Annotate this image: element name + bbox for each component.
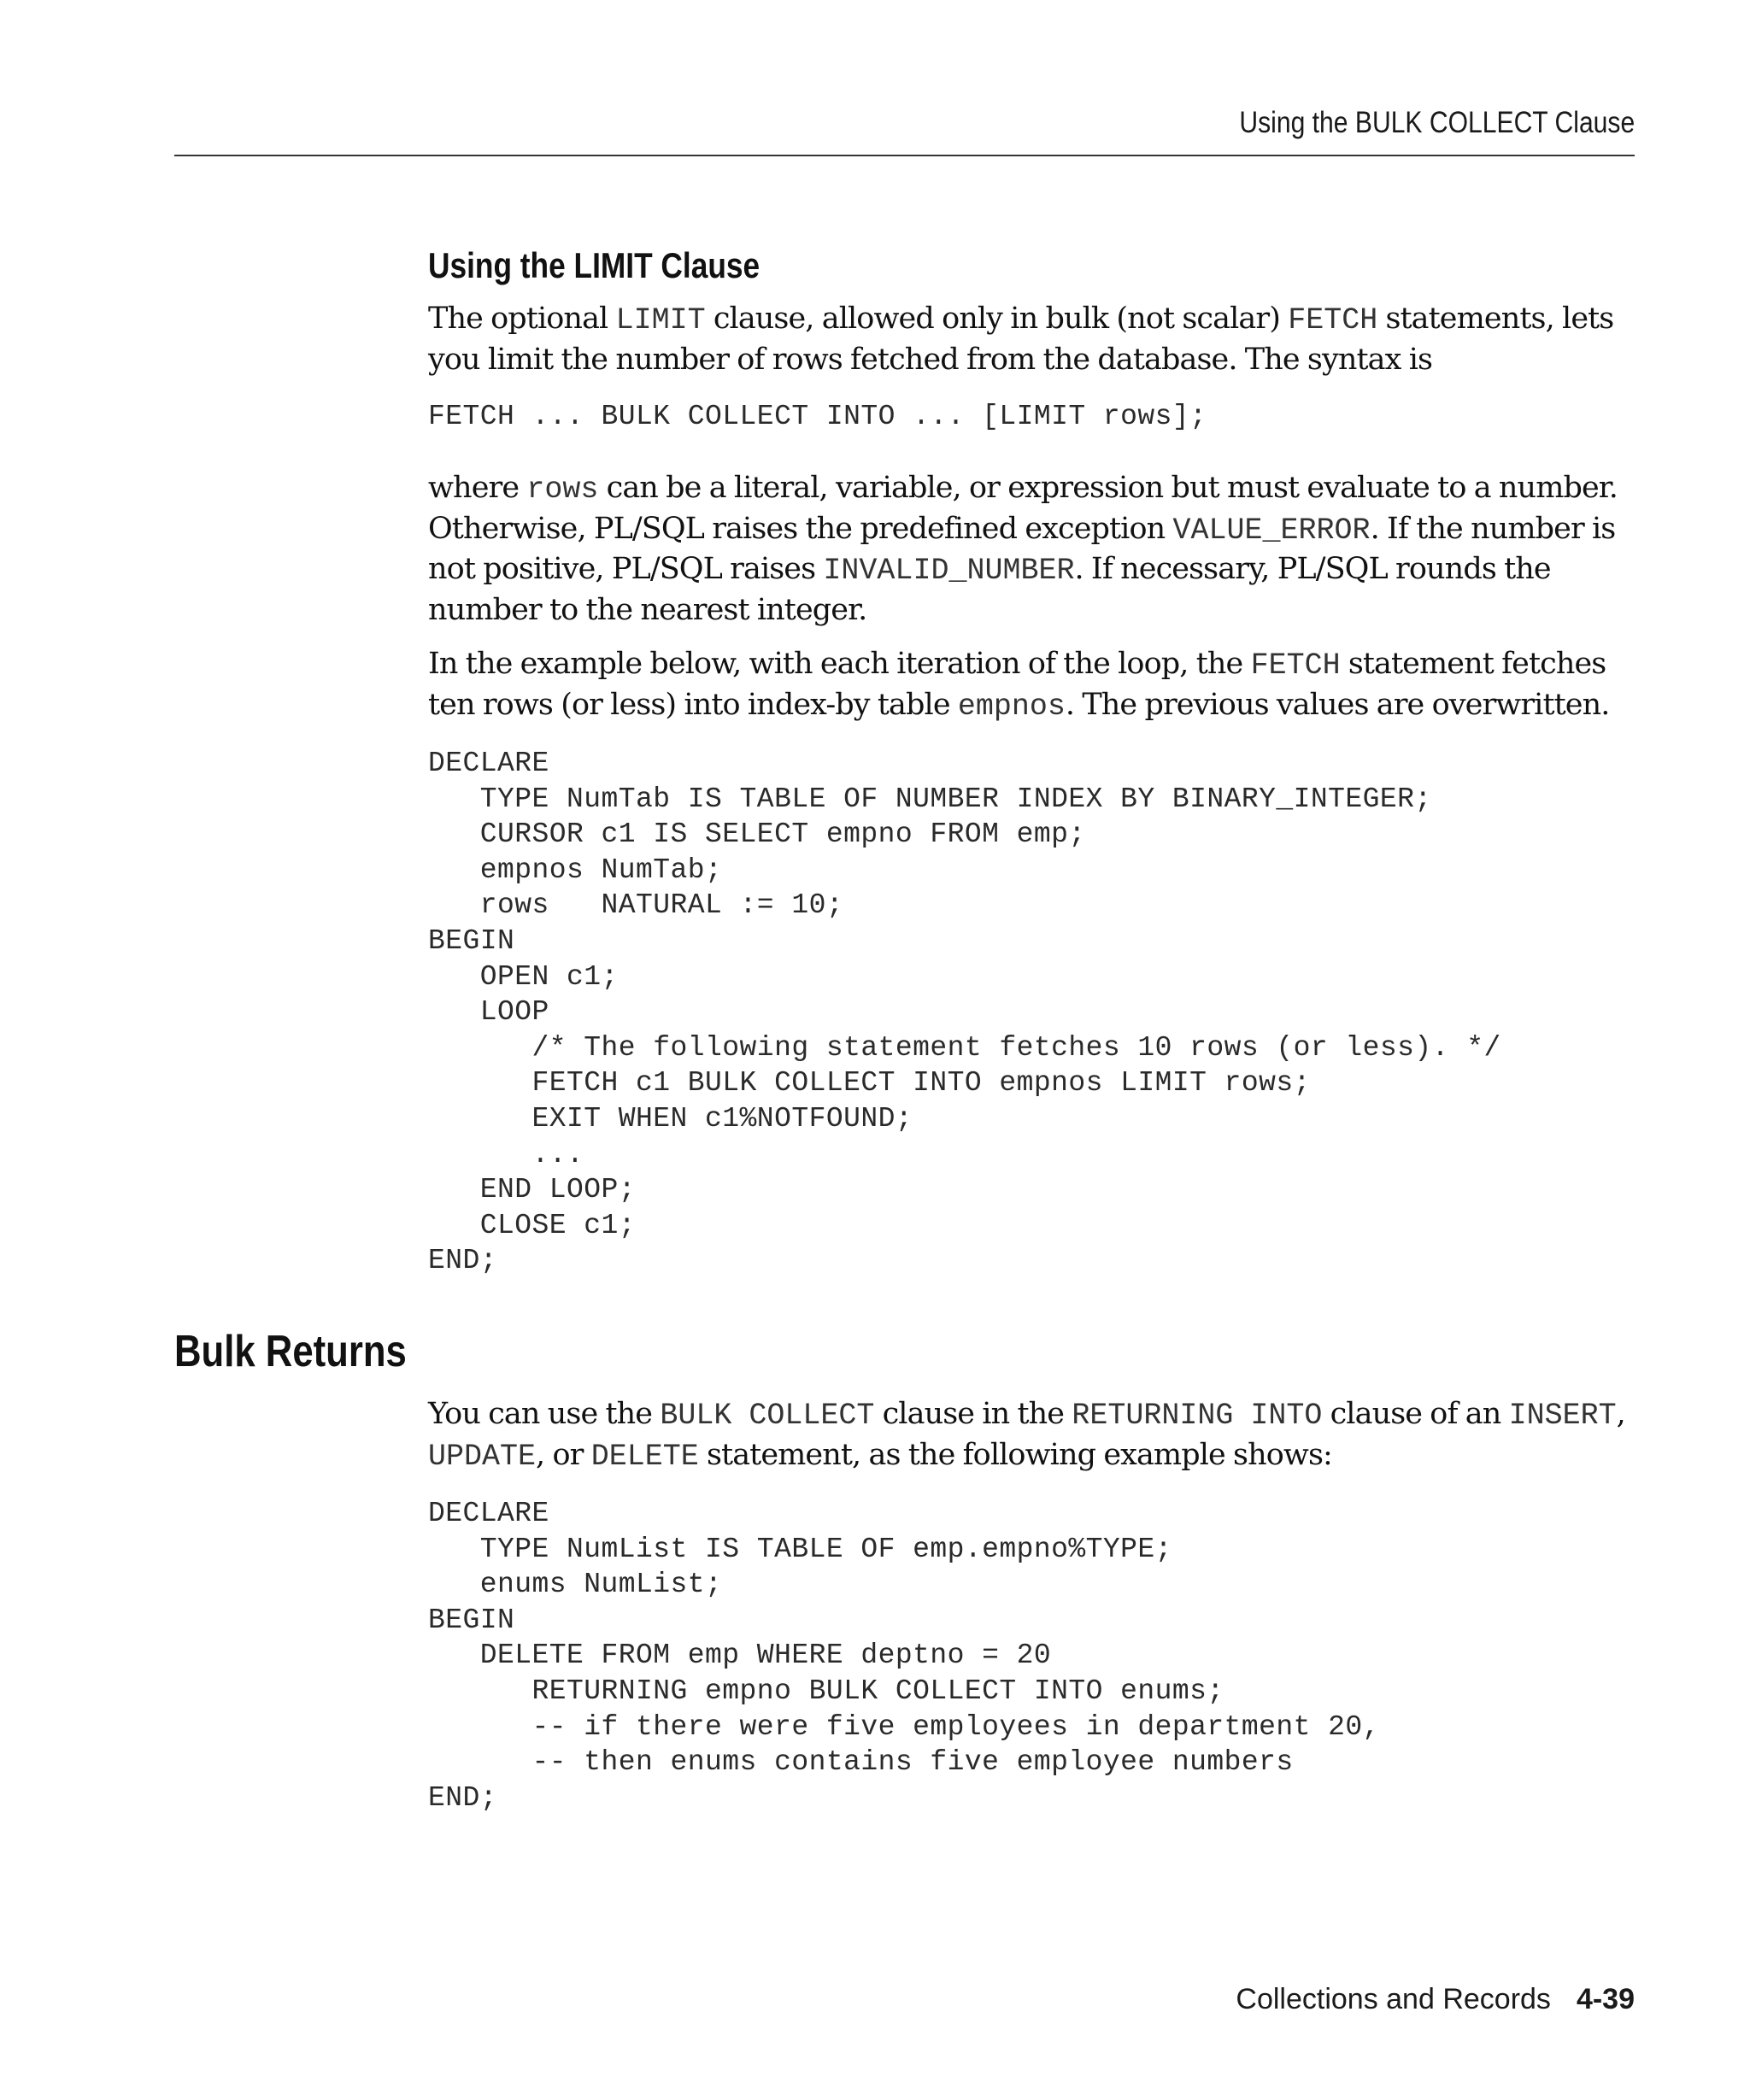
inline-code: empnos — [957, 689, 1066, 724]
inline-code: UPDATE — [428, 1439, 537, 1474]
inline-code: BULK COLLECT — [660, 1399, 875, 1433]
text-run: . If necessary, PL/SQL rounds the number to the nearest integer. — [428, 552, 1551, 627]
text-run: statements, lets you limit the number of rows fetched from the database. The syntax is — [428, 302, 1614, 377]
text-run: , — [1616, 1397, 1625, 1431]
inline-code: VALUE_ERROR — [1172, 513, 1371, 548]
text-run: can be a literal, variable, or expression but must evaluate to a number. Otherwise, PL/SQL raises the predefined exception — [428, 471, 1618, 546]
inline-code: RETURNING INTO — [1072, 1399, 1323, 1433]
text-run: The optional — [428, 302, 616, 336]
text-run: statement fetches ten rows (or less) into index-by table — [428, 647, 1606, 722]
text-run: clause, allowed only in bulk (not scalar) — [705, 302, 1289, 336]
inline-code: INSERT — [1508, 1399, 1617, 1433]
inline-code: FETCH — [1288, 303, 1378, 337]
inline-code: LIMIT — [615, 303, 706, 337]
text-run: You can use the — [428, 1397, 661, 1431]
inline-code: DELETE — [590, 1439, 699, 1474]
footer-page-number: 4-39 — [1576, 1983, 1635, 2015]
bulk-returns-heading: Bulk Returns — [174, 1327, 407, 1376]
text-run: , or — [536, 1437, 591, 1472]
inline-code: FETCH — [1250, 648, 1341, 683]
limit-syntax-code: FETCH ... BULK COLLECT INTO ... [LIMIT rows]; — [428, 401, 1207, 432]
inline-code: INVALID_NUMBER — [823, 554, 1075, 589]
limit-example-code: DECLARE TYPE NumTab IS TABLE OF NUMBER INDEX BY BINARY_INTEGER; CURSOR c1 IS SELECT empno FROM emp; empnos NumTab; rows NATURAL := 10; BEGIN OPEN c1; LOOP /* The following statement fetches 10 rows (or less). */ FETCH c1 BULK COLLECT INTO empnos LIMIT rows; EXIT WHEN c1%NOTFOUND; ... END LOOP; CLOSE c1; END; — [428, 748, 1501, 1277]
text-run: clause in the — [874, 1397, 1072, 1431]
limit-rows-paragraph — [428, 469, 1641, 630]
header-rule — [174, 155, 1635, 156]
text-run: . The previous values are overwritten. — [1065, 687, 1610, 722]
limit-intro-paragraph — [428, 300, 1641, 379]
page-footer — [1236, 1983, 1635, 2016]
footer-book-section: Collections and Records — [1236, 1983, 1551, 2015]
text-run: where — [428, 471, 527, 505]
bulk-returns-example-code: DECLARE TYPE NumList IS TABLE OF emp.empno%TYPE; enums NumList; BEGIN DELETE FROM emp WHERE deptno = 20 RETURNING empno BULK COLLECT INTO enums; -- if there were five employees in department 20, -- then enums contains five employee numbers END; — [428, 1498, 1380, 1814]
running-header-title: Using the BULK COLLECT Clause — [1239, 106, 1635, 139]
text-run: In the example below, with each iteration of the loop, the — [428, 647, 1251, 681]
text-run: . If the number is not positive, PL/SQL raises — [428, 511, 1616, 587]
text-run: clause of an — [1322, 1397, 1509, 1431]
text-run: statement, as the following example shows: — [698, 1437, 1332, 1472]
limit-clause-heading: Using the LIMIT Clause — [428, 245, 760, 285]
inline-code: rows — [526, 472, 599, 507]
bulk-returns-paragraph — [428, 1395, 1641, 1476]
limit-example-paragraph — [428, 645, 1641, 726]
